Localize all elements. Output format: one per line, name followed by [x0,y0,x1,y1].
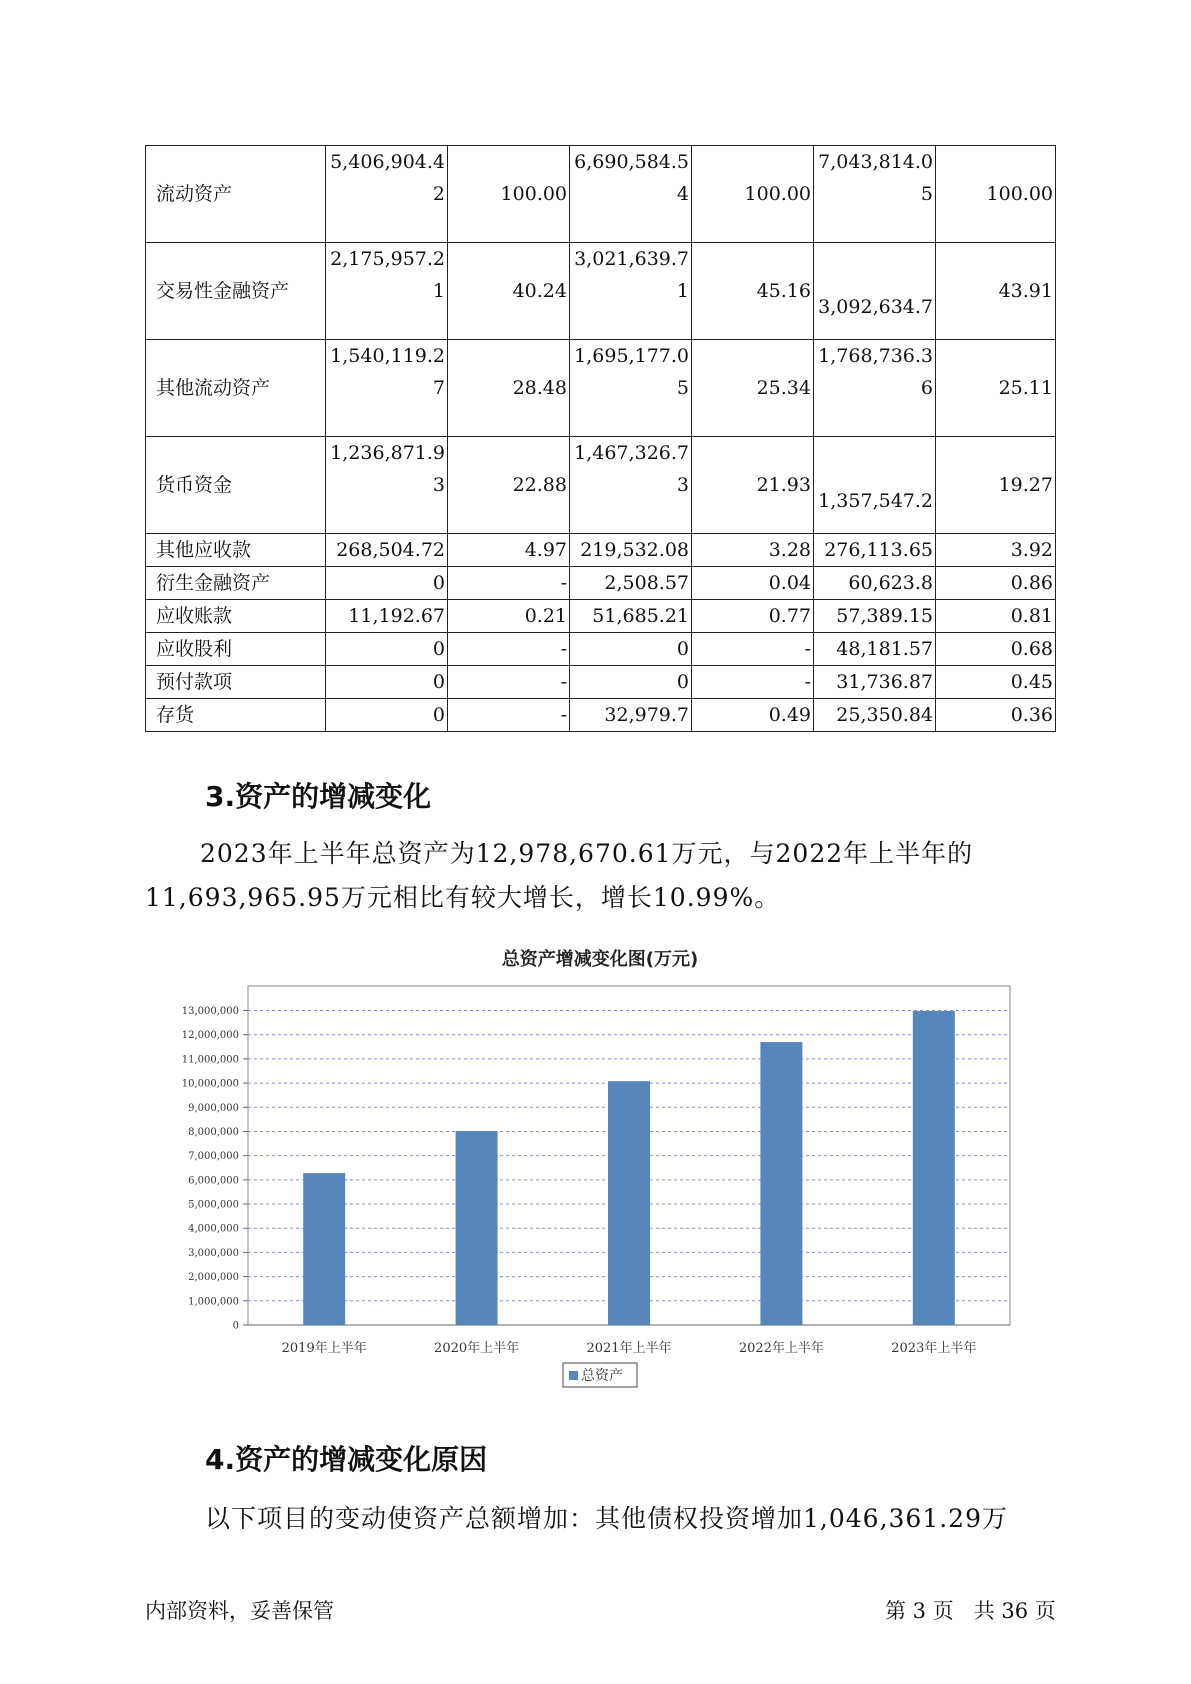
table-cell-v3 [814,146,936,243]
table-cell-text: 57,389.15 [836,605,933,627]
y-tick-label: 2,000,000 [188,1272,239,1284]
table-cell-text: 存货 [156,704,195,726]
table-cell-v2 [570,243,692,340]
y-tick-label: 13,000,000 [181,1006,239,1018]
table-cell-text: 1,768,736.36 [818,345,933,399]
table-cell-v2 [570,666,692,699]
table-cell-v2 [570,146,692,243]
table-cell-text: 0.77 [768,605,811,627]
table-cell-p1 [448,633,570,666]
table-cell-p2 [692,534,814,567]
bar [760,1042,802,1325]
table-cell-text: 1,357,547.2 [818,490,933,512]
table-cell-text: 3.28 [768,539,811,561]
y-tick-label: 11,000,000 [181,1054,239,1066]
table-cell-text: 21.93 [756,474,811,496]
table-cell-text: 2,175,957.21 [330,248,445,302]
table-cell-text: 0 [676,671,689,693]
table-cell-p3 [936,437,1056,534]
table-cell-text: - [560,638,567,660]
bar [303,1173,345,1325]
table-cell-text: - [804,671,811,693]
table-cell-v1 [326,567,448,600]
table-cell-text: 19.27 [998,474,1053,496]
table-cell-name [146,534,326,567]
section4-heading: 4.资产的增减变化原因 [205,1443,488,1476]
table-cell-p1 [448,567,570,600]
table-cell-v3 [814,437,936,534]
table-cell-p1 [448,340,570,437]
table-cell-v2 [570,633,692,666]
bar [913,1011,955,1325]
table-cell-p2 [692,699,814,732]
x-tick-label: 2023年上半年 [891,1341,977,1356]
table-cell-p2 [692,146,814,243]
table-cell-text: 2,508.57 [604,572,689,594]
section3-paragraph-line2: 11,693,965.95万元相比有较大增长，增长10.99%。 [145,883,781,912]
table-row [146,437,1056,534]
table-cell-text: 1,540,119.27 [330,345,445,399]
table-cell-text: 0.45 [1010,671,1053,693]
x-tick-label: 2019年上半年 [281,1341,367,1356]
table-cell-text: 7,043,814.05 [818,151,933,205]
table-cell-text: 40.24 [512,280,567,302]
y-tick-label: 3,000,000 [188,1247,239,1259]
footer-page-number: 第 3 页 共 36 页 [885,1599,1056,1623]
table-cell-name [146,340,326,437]
table-cell-v3 [814,567,936,600]
table-cell-v3 [814,534,936,567]
table-cell-v2 [570,567,692,600]
table-cell-name [146,633,326,666]
legend-swatch [569,1371,578,1380]
table-cell-text: 100.00 [744,183,811,205]
table-cell-p3 [936,666,1056,699]
footer-left-note: 内部资料，妥善保管 [145,1599,334,1623]
table-cell-v1 [326,699,448,732]
table-cell-name [146,243,326,340]
table-cell-v1 [326,600,448,633]
asset-table [145,145,1056,732]
table-cell-text: 5,406,904.42 [330,151,445,205]
table-row [146,567,1056,600]
y-tick-label: 4,000,000 [188,1223,239,1235]
table-cell-p2 [692,567,814,600]
table-row [146,633,1056,666]
table-cell-text: 0 [432,671,445,693]
table-cell-p1 [448,666,570,699]
y-tick-label: 0 [232,1320,239,1332]
x-tick-label: 2022年上半年 [738,1341,824,1356]
table-cell-p3 [936,567,1056,600]
table-cell-p3 [936,146,1056,243]
table-cell-text: 应收账款 [156,605,233,627]
table-cell-p3 [936,699,1056,732]
table-cell-p1 [448,437,570,534]
table-cell-p2 [692,340,814,437]
table-cell-text: 43.91 [998,280,1053,302]
table-cell-text: 1,236,871.93 [330,442,445,496]
table-cell-text: 0.21 [524,605,567,627]
table-row [146,340,1056,437]
table-cell-text: 0.36 [1010,704,1053,726]
table-cell-text: 1,467,326.73 [574,442,689,496]
table-cell-text: 28.48 [512,377,567,399]
table-row [146,699,1056,732]
table-cell-text: 其他流动资产 [156,377,271,399]
table-cell-p1 [448,600,570,633]
table-cell-text: 0 [676,638,689,660]
table-cell-text: - [560,671,567,693]
legend-label: 总资产 [581,1368,623,1384]
table-cell-text: 1,695,177.05 [574,345,689,399]
table-cell-text: 0.68 [1010,638,1053,660]
table-cell-name [146,567,326,600]
section3-heading: 3.资产的增减变化 [205,780,432,813]
table-cell-name [146,666,326,699]
table-cell-text: 0.49 [768,704,811,726]
table-cell-text: 3,021,639.71 [574,248,689,302]
table-cell-p1 [448,243,570,340]
table-cell-text: 31,736.87 [836,671,933,693]
table-cell-text: 流动资产 [156,183,233,205]
table-cell-text: 预付款项 [156,671,233,693]
table-cell-text: 22.88 [512,474,567,496]
y-tick-label: 7,000,000 [188,1151,239,1163]
table-cell-v1 [326,437,448,534]
table-row [146,600,1056,633]
table-cell-v3 [814,633,936,666]
table-cell-text: 100.00 [986,183,1053,205]
table-cell-text: 100.00 [500,183,567,205]
table-cell-text: 0 [432,704,445,726]
y-tick-label: 1,000,000 [188,1296,239,1308]
bar [456,1131,498,1325]
table-cell-text: - [560,572,567,594]
table-cell-text: 0.04 [768,572,811,594]
table-cell-name [146,699,326,732]
chart-title: 总资产增减变化图(万元) [501,949,699,970]
table-cell-text: 3.92 [1010,539,1053,561]
table-cell-v3 [814,666,936,699]
table-cell-p3 [936,633,1056,666]
table-row [146,146,1056,243]
table-cell-v1 [326,666,448,699]
table-cell-text: 交易性金融资产 [156,280,290,302]
table-cell-v1 [326,534,448,567]
table-cell-text: 其他应收款 [156,539,252,561]
x-tick-label: 2020年上半年 [434,1341,520,1356]
table-row [146,666,1056,699]
table-cell-text: 60,623.8 [848,572,933,594]
table-cell-text: 48,181.57 [836,638,933,660]
table-cell-text: 货币资金 [156,474,233,496]
table-row [146,534,1056,567]
table-cell-v3 [814,340,936,437]
table-cell-text: 268,504.72 [336,539,445,561]
table-cell-v2 [570,600,692,633]
table-cell-v3 [814,600,936,633]
table-cell-text: 衍生金融资产 [156,572,271,594]
table-cell-p1 [448,534,570,567]
table-cell-text: 4.97 [524,539,567,561]
bar [608,1081,650,1325]
table-cell-p3 [936,600,1056,633]
table-cell-text: 45.16 [756,280,811,302]
table-cell-p3 [936,340,1056,437]
table-cell-p2 [692,633,814,666]
y-tick-label: 12,000,000 [181,1030,239,1042]
table-cell-p2 [692,666,814,699]
table-cell-text: 219,532.08 [580,539,689,561]
table-cell-text: 0.86 [1010,572,1053,594]
table-cell-text: 0 [432,572,445,594]
table-cell-p2 [692,600,814,633]
table-cell-text: - [804,638,811,660]
table-cell-text: 32,979.7 [604,704,689,726]
table-cell-name [146,146,326,243]
section4-paragraph-line1: 以下项目的变动使资产总额增加：其他债权投资增加1,046,361.29万 [205,1504,1008,1533]
table-cell-v1 [326,243,448,340]
table-cell-text: 应收股利 [156,638,233,660]
section3-paragraph-line1: 2023年上半年总资产为12,978,670.61万元，与2022年上半年的 [200,839,974,868]
asset-table-container [145,145,1055,732]
table-cell-text: 6,690,584.54 [574,151,689,205]
y-tick-label: 10,000,000 [181,1078,239,1090]
table-cell-v2 [570,699,692,732]
table-cell-v1 [326,340,448,437]
table-cell-text: 25,350.84 [836,704,933,726]
table-cell-text: 3,092,634.7 [818,296,933,318]
table-cell-p1 [448,146,570,243]
table-cell-v3 [814,699,936,732]
table-cell-text: - [560,704,567,726]
total-assets-chart [145,940,1055,1410]
y-tick-label: 9,000,000 [188,1102,239,1114]
table-cell-text: 11,192.67 [348,605,445,627]
table-cell-v2 [570,340,692,437]
table-row [146,243,1056,340]
table-cell-v2 [570,534,692,567]
x-tick-label: 2021年上半年 [586,1341,672,1356]
table-cell-text: 0.81 [1010,605,1053,627]
table-cell-text: 25.34 [756,377,811,399]
table-cell-p1 [448,699,570,732]
table-cell-v1 [326,633,448,666]
table-cell-name [146,437,326,534]
table-cell-p2 [692,437,814,534]
table-cell-name [146,600,326,633]
y-tick-label: 6,000,000 [188,1175,239,1187]
table-cell-p2 [692,243,814,340]
table-cell-text: 276,113.65 [824,539,933,561]
y-tick-label: 5,000,000 [188,1199,239,1211]
table-cell-p3 [936,243,1056,340]
table-cell-p3 [936,534,1056,567]
table-cell-v2 [570,437,692,534]
table-cell-text: 51,685.21 [592,605,689,627]
table-cell-v3 [814,243,936,340]
table-cell-text: 25.11 [998,377,1053,399]
y-tick-label: 8,000,000 [188,1126,239,1138]
table-cell-text: 0 [432,638,445,660]
table-cell-v1 [326,146,448,243]
